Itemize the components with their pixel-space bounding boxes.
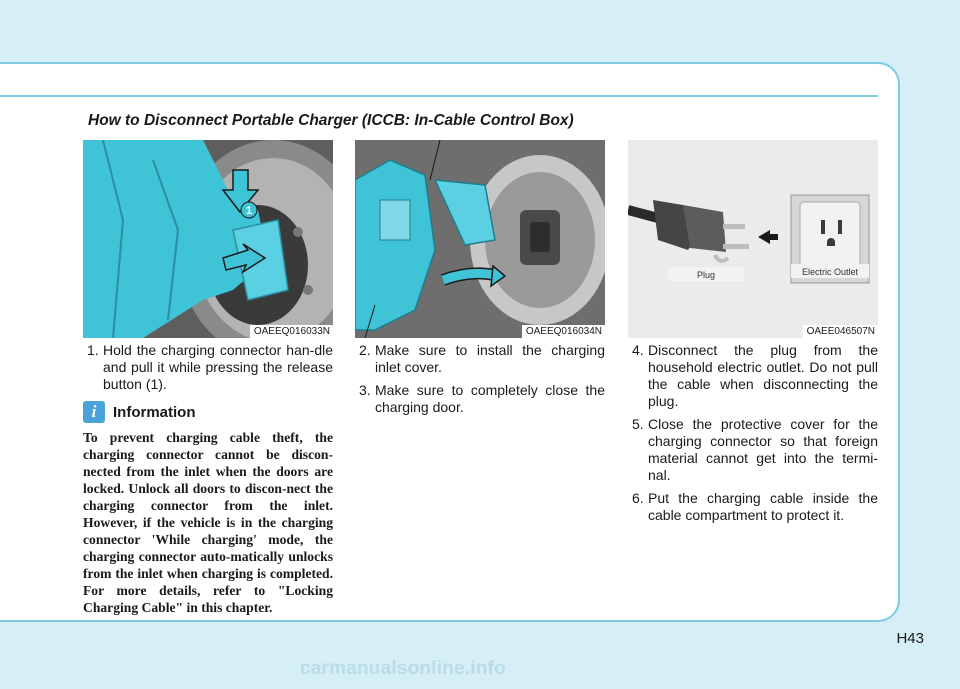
step-text: Hold the charging connector han-dle and pull it while pressing the release button (1).	[103, 342, 333, 392]
step-number: 6.	[632, 490, 644, 506]
step-number: 5.	[632, 416, 644, 432]
info-icon: i	[83, 401, 105, 423]
plug-outlet-illustration	[628, 140, 878, 338]
column-3	[628, 342, 878, 530]
step-item	[628, 490, 878, 524]
step-number: 1.	[87, 342, 99, 358]
watermark-link[interactable]: carmanualsonline.info	[300, 658, 506, 679]
step-number: 4.	[632, 342, 644, 358]
step-number: 2.	[359, 342, 371, 358]
outlet-label: Electric Outlet	[801, 267, 859, 277]
step-item	[355, 382, 605, 416]
information-title: Information	[113, 403, 196, 421]
figure-code: OAEEQ016034N	[522, 325, 605, 338]
information-header	[83, 401, 333, 423]
figure-charging-door	[355, 140, 605, 338]
figure-code: OAEE046507N	[803, 325, 878, 338]
step-item	[628, 342, 878, 410]
step-text: Disconnect the plug from the household electric outlet. Do not pull the cable when disconnecting the plug.	[648, 342, 878, 409]
step-number: 3.	[359, 382, 371, 398]
callout-1: 1	[245, 205, 253, 217]
figure-plug-outlet	[628, 140, 878, 338]
figure-disconnect-connector	[83, 140, 333, 338]
section-title: How to Disconnect Portable Charger (ICCB: In-Cable Control Box)	[88, 112, 574, 129]
column-1	[83, 342, 333, 616]
figure-code: OAEEQ016033N	[250, 325, 333, 338]
connector-illustration	[83, 140, 333, 338]
step-item	[628, 416, 878, 484]
step-item	[83, 342, 333, 393]
step-text: Make sure to install the charging inlet cover.	[375, 342, 605, 375]
step-text: Make sure to completely close the charging door.	[375, 382, 605, 415]
step-item	[355, 342, 605, 376]
header-rule	[0, 95, 878, 97]
column-2	[355, 342, 605, 422]
step-text: Put the charging cable inside the cable compartment to protect it.	[648, 490, 878, 523]
step-text: Close the protective cover for the charging connector so that foreign material cannot get into the termi-nal.	[648, 416, 878, 483]
charging-door-illustration	[355, 140, 605, 338]
page-number: H43	[896, 630, 924, 647]
information-body: To prevent charging cable theft, the charging connector cannot be discon-nected from the inlet when the doors are locked. Unlock all doors to discon-nect the charging connector from the inlet. However, if the vehicle is in the charging connector 'While charging' mode, the charging connector auto-matically unlocks from the inlet when charging is completed. For more details, refer to "Locking Charging Cable" in this chapter.	[83, 430, 333, 615]
plug-label: Plug	[696, 270, 716, 280]
